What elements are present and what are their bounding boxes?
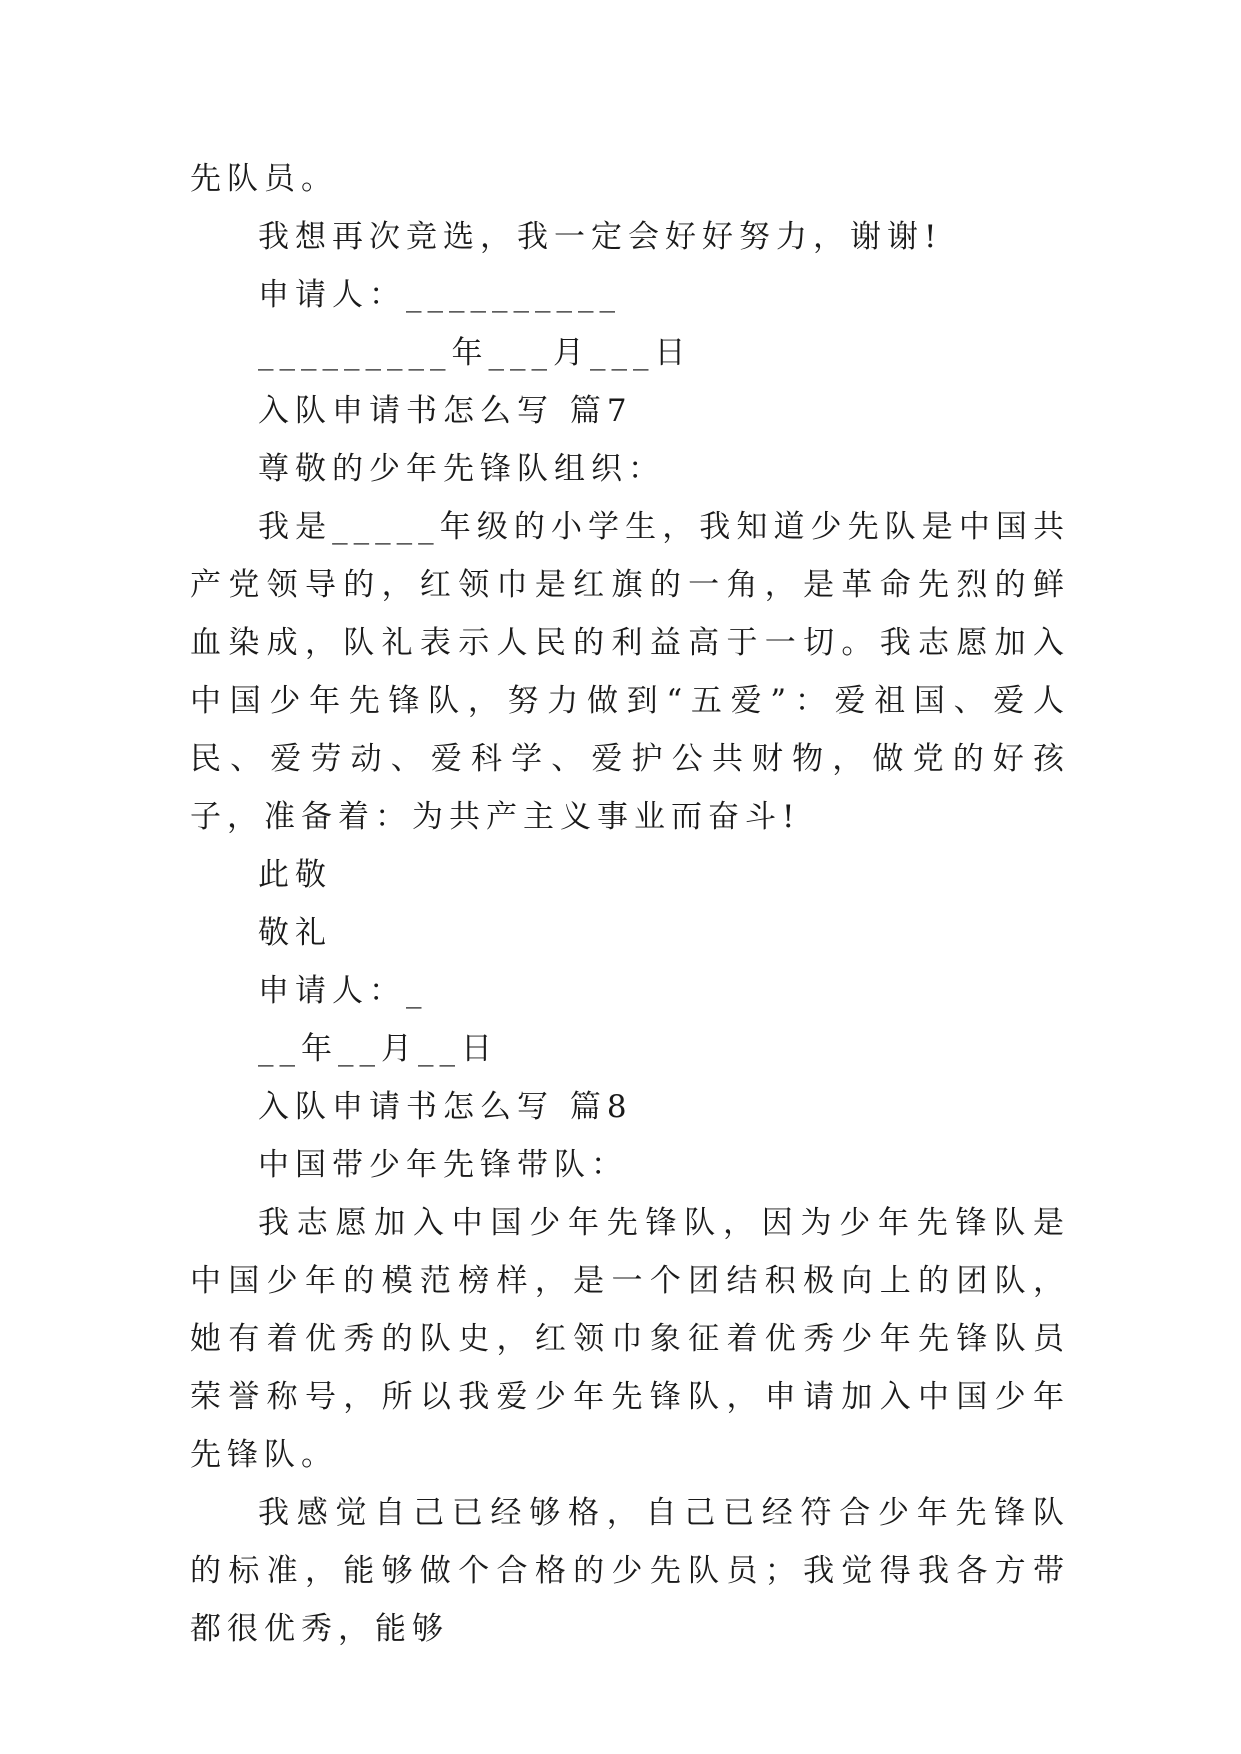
- applicant-line: 申请人：__________: [258, 277, 621, 313]
- salutation: 中国带少年先锋带队：: [258, 1147, 628, 1183]
- closing-line: 此敬: [258, 857, 332, 893]
- body-paragraph: 我感觉自己已经够格，自己已经符合少年先锋队的标准，能够做个合格的少先队员；我觉得我各方带都很优秀，能够: [190, 1495, 1070, 1647]
- section-heading: 入队申请书怎么写 篇8: [258, 1089, 633, 1125]
- body-paragraph: 我志愿加入中国少年先锋队，因为少年先锋队是中国少年的模范榜样，是一个团结积极向上的团队，她有着优秀的队史，红领巾象征着优秀少年先锋队员荣誉称号，所以我爱少年先锋队，申请加入中国少年先锋队。: [190, 1205, 1070, 1473]
- text-line: 我想再次竞选，我一定会好好努力，谢谢!: [258, 219, 943, 255]
- date-line: _________年___月___日: [258, 335, 692, 371]
- body-paragraph: 我是_____年级的小学生，我知道少先队是中国共产党领导的，红领巾是红旗的一角，是革命先烈的鲜血染成，队礼表示人民的利益高于一切。我志愿加入中国少年先锋队，努力做到“五爱”：爱祖国、爱人民、爱劳动、爱科学、爱护公共财物，做党的好孩子，准备着：为共产主义事业而奋斗!: [190, 509, 1070, 835]
- closing-line: 敬礼: [258, 915, 332, 951]
- date-line: __年__月__日: [258, 1031, 498, 1067]
- applicant-line: 申请人：_: [258, 973, 428, 1009]
- salutation: 尊敬的少年先锋队组织：: [258, 451, 665, 487]
- text-line: 先队员。: [190, 161, 338, 197]
- section-heading: 入队申请书怎么写 篇7: [258, 393, 633, 429]
- document-page: [190, 150, 1070, 1658]
